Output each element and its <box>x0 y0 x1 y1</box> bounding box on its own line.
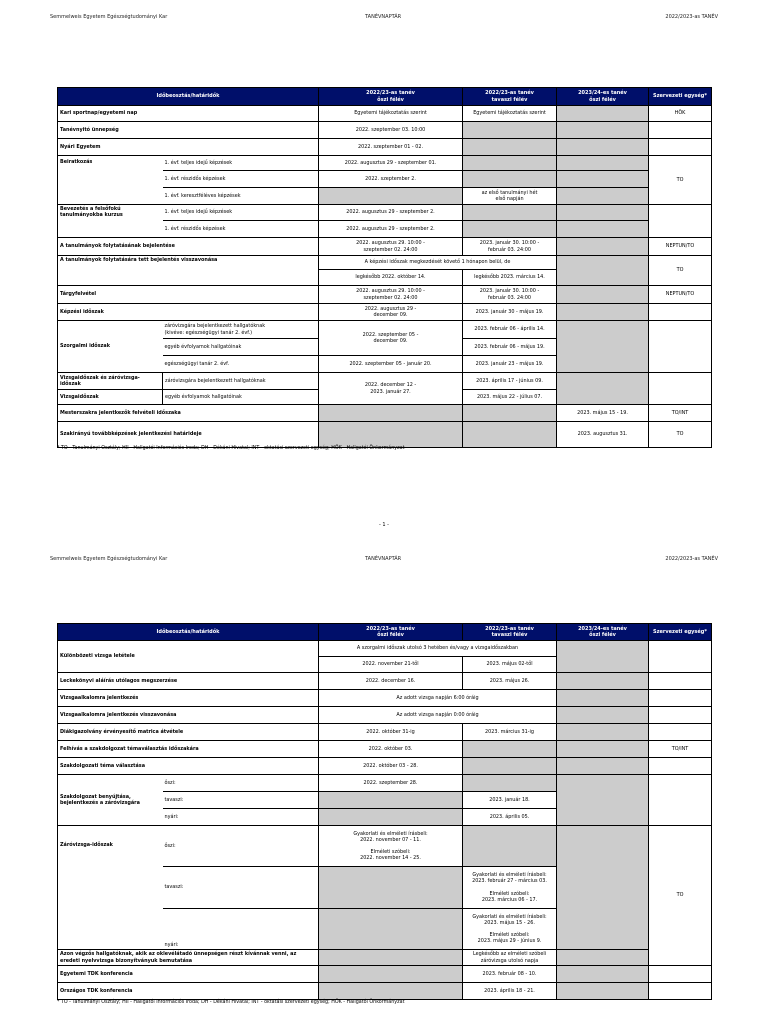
row-label: Szakdolgozati téma választása <box>58 758 319 775</box>
row-label: Kari sportnap/egyetemi nap <box>58 106 319 122</box>
cell-empty <box>557 373 649 405</box>
cell-empty <box>557 188 649 205</box>
cell-autumn: 2022. szeptember 05 - január 20. <box>319 356 463 373</box>
cell-empty <box>557 205 649 221</box>
table-row <box>58 966 712 983</box>
cell-spring: 2023. január 23 - május 19. <box>463 356 557 373</box>
cell-spring: Egyetemi tájékoztatás szerint <box>463 106 557 122</box>
cell-spring: 2023. április 17 - június 09. <box>463 373 557 390</box>
page1-footnote: * TO - Tanulmányi Osztály; HII - Hallgatói Információs Iroda; DH - Dékáni Hivatal; INT - oktatási szervezeti egység; HÖK - Hallgatói Önkormányzat <box>57 446 405 451</box>
cell-empty <box>557 966 649 983</box>
cell-spring: 2023. április 18 - 21. <box>463 983 557 1000</box>
row-label: A tanulmányok folytatására tett bejelentés visszavonása <box>58 256 319 286</box>
cell-empty <box>557 707 649 724</box>
row-label: Szakdolgozat benyújtása, bejelentkezés a záróvizsgára <box>58 775 163 826</box>
page1-calendar-table <box>57 87 712 448</box>
row-label: Képzési időszak <box>58 304 319 321</box>
page2-header-center: TANÉVNAPTÁR <box>365 556 402 562</box>
page2-header-left: Semmelweis Egyetem Egészségtudományi Kar <box>50 556 168 562</box>
row-label: Bevezetés a felsőfokú tanulmányokba kurzus <box>58 205 163 238</box>
cell-unit: HÖK <box>649 106 712 122</box>
table-row <box>58 641 712 657</box>
cell-empty <box>557 106 649 122</box>
cell-autumn: legkésőbb 2022. október 14. <box>319 270 463 286</box>
table-row <box>58 983 712 1000</box>
cell-autumn: 2022. szeptember 2. <box>319 171 463 188</box>
cell-unit <box>649 373 712 405</box>
cell-unit <box>649 966 712 983</box>
cell-spring: Legkésőbb az elméleti szóbeli záróvizsga utolsó napja <box>463 950 557 966</box>
row-label: Vizsgaidőszak <box>58 390 163 405</box>
row-sublabel: tavaszi: <box>163 867 319 909</box>
cell-unit: NEPTUN/TO <box>649 238 712 256</box>
col-header-timing: Időbeosztás/határidők <box>58 88 319 106</box>
row-label: Szakirányú továbbképzések jelentkezési határideje <box>58 422 319 448</box>
cell-spring: 2023. január 30. 10:00 - február 03. 24:00 <box>463 238 557 256</box>
page-number: - 1 - <box>379 522 389 528</box>
cell-unit <box>649 673 712 690</box>
cell-autumn: 2022. augusztus 29. 10:00 - szeptember 02. 24:00 <box>319 238 463 256</box>
row-sublabel: záróvizsgára bejelentkezett hallgatóknak <box>163 373 319 390</box>
cell-empty <box>557 238 649 256</box>
table-row <box>58 321 712 339</box>
cell-spring: 2023. május 22 - július 07. <box>463 390 557 405</box>
cell-spring: Gyakorlati és elméleti írásbeli: 2023. február 27 - március 03. Elméleti szóbeli: 2023. március 06 - 17. <box>463 867 557 909</box>
cell-empty <box>319 422 463 448</box>
cell-spring: legkésőbb 2023. március 14. <box>463 270 557 286</box>
row-sublabel: 1. évf. részidős képzések <box>163 171 319 188</box>
row-sublabel: 1. évf. teljes idejű képzések <box>163 156 319 171</box>
cell-span: Az adott vizsga napján 6:00 óráig <box>319 690 557 707</box>
cell-empty <box>463 422 557 448</box>
col-header-autumn: 2022/23-as tanév őszi félév <box>319 88 463 106</box>
cell-unit <box>649 321 712 373</box>
cell-unit: NEPTUN/TO <box>649 286 712 304</box>
page1-header-center: TANÉVNAPTÁR <box>365 14 402 20</box>
cell-autumn: 2022. szeptember 01 - 02. <box>319 139 463 156</box>
col-header-timing: Időbeosztás/határidők <box>58 624 319 641</box>
table-row <box>58 673 712 690</box>
col-header-unit: Szervezeti egység* <box>649 88 712 106</box>
cell-empty <box>557 221 649 238</box>
cell-empty <box>557 256 649 286</box>
cell-span: A szorgalmi időszak utolsó 3 hetében és/vagy a vizsgaidőszakban <box>319 641 557 657</box>
cell-empty <box>557 690 649 707</box>
cell-autumn: 2022. augusztus 29 - december 09. <box>319 304 463 321</box>
cell-empty <box>319 809 463 826</box>
cell-unit <box>649 758 712 775</box>
cell-unit <box>649 205 712 238</box>
table-row <box>58 741 712 758</box>
table-row <box>58 286 712 304</box>
cell-empty <box>557 826 649 950</box>
row-label: Azon végzős hallgatóknak, akik az oklevélátadó ünnepségen részt kívánnak venni, az eredeti nyelvvizsga bizonyítványuk bemutatása <box>58 950 319 966</box>
cell-unit <box>649 724 712 741</box>
row-sublabel: őszi: <box>163 826 319 867</box>
cell-spring: 2023. január 30 - május 19. <box>463 304 557 321</box>
row-label: Felhívás a szakdolgozat témaválasztás időszakára <box>58 741 319 758</box>
row-label: Tanévnyitó ünnepség <box>58 122 319 139</box>
cell-next-autumn: 2023. május 15 - 19. <box>557 405 649 422</box>
cell-spring: 2023. január 30. 10:00 - február 03. 24:00 <box>463 286 557 304</box>
cell-empty <box>463 205 557 221</box>
row-label: Nyári Egyetem <box>58 139 319 156</box>
cell-spring: 2023. február 08 - 10. <box>463 966 557 983</box>
col-header-unit: Szervezeti egység* <box>649 624 712 641</box>
row-sublabel: tavaszi: <box>163 792 319 809</box>
table-row <box>58 304 712 321</box>
cell-empty <box>463 775 557 792</box>
cell-empty <box>463 171 557 188</box>
row-label: Leckekönyvi aláírás utólagos megszerzése <box>58 673 319 690</box>
row-sublabel: őszi: <box>163 775 319 792</box>
cell-empty <box>557 673 649 690</box>
cell-empty <box>557 304 649 321</box>
cell-unit: TO/INT <box>649 405 712 422</box>
row-label: A tanulmányok folytatásának bejelentése <box>58 238 319 256</box>
cell-autumn: 2022. augusztus 29 - szeptember 2. <box>319 221 463 238</box>
cell-unit: TO <box>649 256 712 286</box>
cell-empty <box>557 171 649 188</box>
cell-empty <box>557 724 649 741</box>
page1-header-right: 2022/2023-as TANÉV <box>665 14 718 20</box>
row-label: Vizsgaidőszak és záróvizsga-időszak <box>58 373 163 390</box>
cell-empty <box>557 758 649 775</box>
col-header-spring: 2022/23-as tanév tavaszi félév <box>463 88 557 106</box>
col-header-autumn: 2022/23-as tanév őszi félév <box>319 624 463 641</box>
cell-autumn: 2022. október 31-ig <box>319 724 463 741</box>
cell-empty <box>557 983 649 1000</box>
row-label: Országos TDK konferencia <box>58 983 319 1000</box>
cell-unit: TO <box>649 422 712 448</box>
cell-empty <box>319 966 463 983</box>
page2-calendar-table <box>57 623 712 1000</box>
table-header-row <box>58 624 712 641</box>
row-sublabel: 1. évf. részidős képzések <box>163 221 319 238</box>
table-row <box>58 707 712 724</box>
cell-autumn: 2022. szeptember 05 - december 09. <box>319 321 463 356</box>
row-label: Szorgalmi időszak <box>58 321 163 373</box>
cell-unit: TO/INT <box>649 741 712 758</box>
row-sublabel: záróvizsgára bejelentkezett hallgatóknak (kivéve: egészségügyi tanár 2. évf.) <box>163 321 319 339</box>
cell-spring: az első tanulmányi hét első napján <box>463 188 557 205</box>
cell-empty <box>319 867 463 909</box>
table-row <box>58 950 712 966</box>
cell-empty <box>463 405 557 422</box>
cell-span: Az adott vizsga napján 0:00 óráig <box>319 707 557 724</box>
cell-empty <box>463 741 557 758</box>
cell-empty <box>463 758 557 775</box>
table-row <box>58 826 712 867</box>
cell-empty <box>463 139 557 156</box>
cell-empty <box>557 139 649 156</box>
cell-empty <box>557 641 649 673</box>
cell-unit <box>649 139 712 156</box>
row-sublabel: nyári: <box>163 909 319 950</box>
cell-autumn: 2022. szeptember 03. 10:00 <box>319 122 463 139</box>
row-sublabel: nyári: <box>163 809 319 826</box>
cell-spring: 2023. április 05. <box>463 809 557 826</box>
row-sublabel: egyéb évfolyamok hallgatóinak <box>163 390 319 405</box>
table-row <box>58 373 712 390</box>
cell-next-autumn: 2023. augusztus 31. <box>557 422 649 448</box>
row-label: Záróvizsga-időszak <box>58 826 163 950</box>
table-row <box>58 156 712 171</box>
page1-header-left: Semmelweis Egyetem Egészségtudományi Kar <box>50 14 168 20</box>
cell-unit <box>649 983 712 1000</box>
cell-empty <box>557 775 649 826</box>
row-label: Egyetemi TDK konferencia <box>58 966 319 983</box>
cell-unit <box>649 122 712 139</box>
cell-unit <box>649 690 712 707</box>
cell-empty <box>319 792 463 809</box>
cell-empty <box>557 950 649 966</box>
cell-empty <box>463 122 557 139</box>
table-row <box>58 139 712 156</box>
cell-empty <box>557 321 649 373</box>
cell-empty <box>557 741 649 758</box>
table-row <box>58 205 712 221</box>
row-sublabel: egyéb évfolyamok hallgatóinak <box>163 339 319 356</box>
table-row <box>58 724 712 741</box>
table-row <box>58 690 712 707</box>
cell-span: A képzési időszak megkezdését követő 1 hónapon belül, de <box>319 256 557 270</box>
cell-autumn: 2022. október 03. <box>319 741 463 758</box>
row-label: Tárgyfelvétel <box>58 286 319 304</box>
cell-empty <box>319 188 463 205</box>
cell-empty <box>463 826 557 867</box>
table-row <box>58 775 712 792</box>
cell-empty <box>557 286 649 304</box>
col-header-next-autumn: 2023/24-es tanév őszi félév <box>557 624 649 641</box>
row-label: Beiratkozás <box>58 156 163 205</box>
cell-unit <box>649 775 712 826</box>
cell-unit <box>649 304 712 321</box>
cell-unit <box>649 641 712 673</box>
cell-empty <box>319 950 463 966</box>
cell-unit <box>649 707 712 724</box>
row-sublabel: 1. évf. keresztféléves képzések <box>163 188 319 205</box>
table-row <box>58 106 712 122</box>
cell-spring: 2023. május 26. <box>463 673 557 690</box>
cell-empty <box>319 405 463 422</box>
row-label: Különbözeti vizsga letétele <box>58 641 319 673</box>
cell-empty <box>463 156 557 171</box>
table-row <box>58 422 712 448</box>
page2-header-right: 2022/2023-as TANÉV <box>665 556 718 562</box>
row-label: Vizsgaalkalomra jelentkezés <box>58 690 319 707</box>
cell-autumn: 2022. augusztus 29. 10:00 - szeptember 02. 24:00 <box>319 286 463 304</box>
cell-empty <box>557 122 649 139</box>
cell-autumn: 2022. augusztus 29 - szeptember 01. <box>319 156 463 171</box>
cell-autumn: 2022. október 03 - 28. <box>319 758 463 775</box>
cell-spring: 2023. május 02-től <box>463 657 557 673</box>
table-row <box>58 758 712 775</box>
table-header-row <box>58 88 712 106</box>
row-sublabel: 1. évf. teljes idejű képzések <box>163 205 319 221</box>
cell-empty <box>463 221 557 238</box>
table-row <box>58 238 712 256</box>
cell-empty <box>319 983 463 1000</box>
cell-autumn: 2022. december 12 - 2023. január 27. <box>319 373 463 405</box>
cell-spring: 2023. január 18. <box>463 792 557 809</box>
row-label: Vizsgaalkalomra jelentkezés visszavonása <box>58 707 319 724</box>
cell-autumn: 2022. augusztus 29 - szeptember 2. <box>319 205 463 221</box>
table-row <box>58 256 712 270</box>
cell-autumn: Egyetemi tájékoztatás szerint <box>319 106 463 122</box>
cell-autumn: Gyakorlati és elméleti írásbeli: 2022. november 07 - 11. Elméleti szóbeli: 2022. november 14 - 25. <box>319 826 463 867</box>
cell-empty <box>319 909 463 950</box>
col-header-spring: 2022/23-as tanév tavaszi félév <box>463 624 557 641</box>
row-label: Mesterszakra jelentkezők felvételi időszaka <box>58 405 319 422</box>
cell-unit: TO <box>649 156 712 205</box>
row-label: Diákigazolvány érvényesítő matrica átvétele <box>58 724 319 741</box>
cell-autumn: 2022. december 16. <box>319 673 463 690</box>
page2-footnote: * TO - Tanulmányi Osztály; HII - Hallgatói Információs Iroda; DH - Dékáni Hivatal; INT - oktatási szervezeti egység; HÖK - Hallgatói Önkormányzat <box>57 1000 405 1005</box>
table-row <box>58 405 712 422</box>
cell-spring: 2023. február 06 - május 19. <box>463 339 557 356</box>
cell-empty <box>557 156 649 171</box>
cell-spring: Gyakorlati és elméleti írásbeli: 2023. május 15 - 26. Elméleti szóbeli: 2023. május 29 - június 9. <box>463 909 557 950</box>
cell-spring: 2023. február 06 - április 14. <box>463 321 557 339</box>
cell-spring: 2023. március 31-ig <box>463 724 557 741</box>
row-sublabel: egészségügyi tanár 2. évf. <box>163 356 319 373</box>
col-header-next-autumn: 2023/24-es tanév őszi félév <box>557 88 649 106</box>
cell-autumn: 2022. november 21-től <box>319 657 463 673</box>
table-row <box>58 122 712 139</box>
cell-autumn: 2022. szeptember 28. <box>319 775 463 792</box>
cell-unit: TO <box>649 826 712 966</box>
